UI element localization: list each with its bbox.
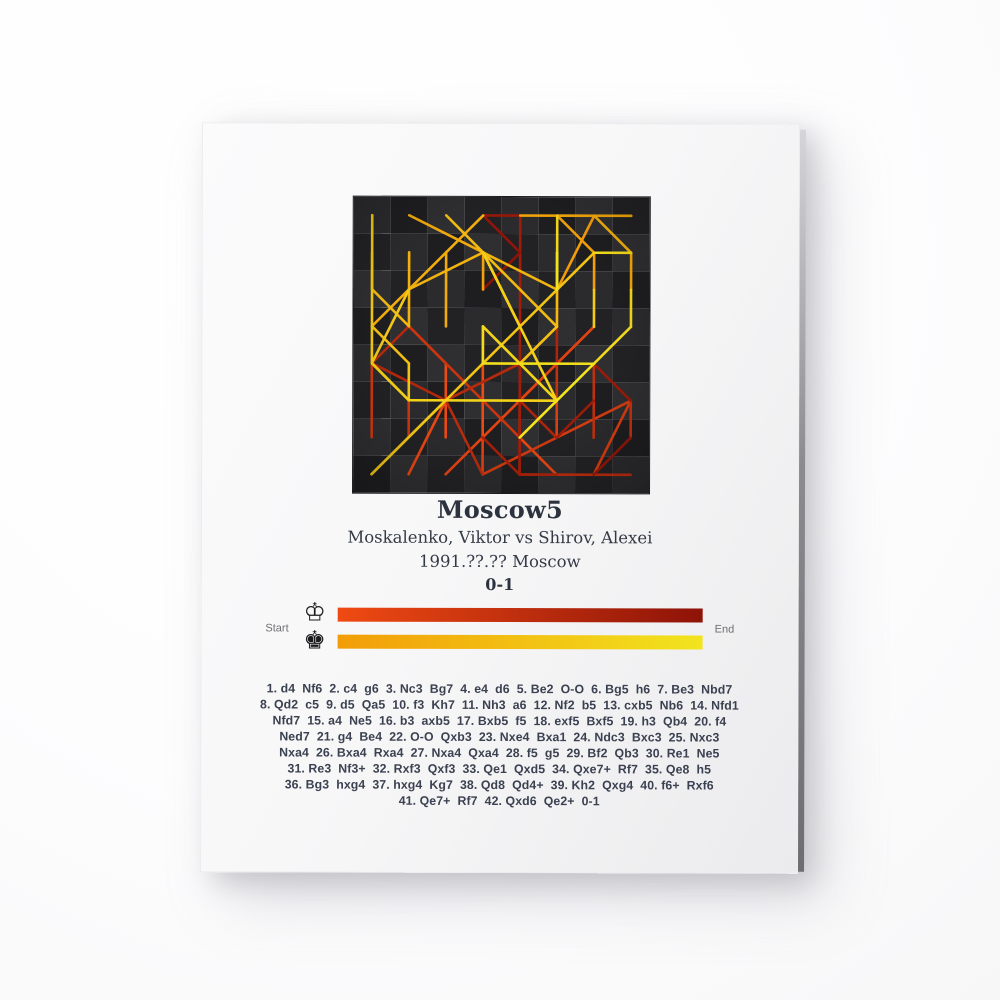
players-line: Moskalenko, Viktor vs Shirov, Alexei: [347, 527, 653, 548]
move-line: 36. Bg3 hxg4 37. hxg4 Kg7 38. Qd8 Qd4+ 39. Kh2 Qxg4 40. f6+ Rxf6: [284, 777, 714, 793]
black-king-icon: ♚: [303, 625, 326, 655]
chess-board-artwork: [352, 196, 651, 495]
move-line: Nfd7 15. a4 Ne5 16. b3 axb5 17. Bxb5 f5 18. exf5 Bxf5 19. h3 Qb4 20. f4: [272, 713, 727, 729]
move-line: 31. Re3 Nf3+ 32. Rxf3 Qxf3 33. Qe1 Qxd5 34. Qxe7+ Rf7 35. Qe8 h5: [287, 761, 712, 777]
event-date-line: 1991.??.?? Moscow: [418, 551, 581, 572]
white-gradient-bar: [338, 608, 703, 623]
move-line: Nxa4 26. Bxa4 Rxa4 27. Nxa4 Qxa4 28. f5 g5 29. Bf2 Qb3 30. Re1 Ne5: [279, 745, 720, 761]
board-square: [612, 345, 649, 382]
board-move-lines-svg: [353, 197, 650, 494]
result-line: 0-1: [485, 574, 515, 595]
chess-art-poster: [200, 122, 800, 874]
move-line: 8. Qd2 c5 9. d5 Qa5 10. f3 Kh7 11. Nh3 a6 12. Nf2 b5 13. cxb5 Nb6 14. Nfd1: [260, 697, 739, 713]
game-title: Moscow5: [436, 494, 564, 525]
move-list: [201, 680, 797, 810]
move-line: 41. Qe7+ Rf7 42. Qxd6 Qe2+ 0-1: [398, 793, 600, 809]
black-gradient-bar: [338, 635, 703, 650]
poster-side-edge: [798, 130, 806, 872]
move-line: 1. d4 Nf6 2. c4 g6 3. Nc3 Bg7 4. e4 d6 5. Be2 O-O 6. Bg5 h6 7. Be3 Nbd7: [266, 681, 733, 697]
move-line: Ned7 21. g4 Be4 22. O-O Qxb3 23. Nxe4 Bxa1 24. Ndc3 Bxc3 25. Nxc3: [279, 729, 720, 745]
end-label: End: [714, 623, 735, 636]
start-label: Start: [265, 622, 289, 635]
white-king-icon: ♔: [303, 597, 326, 627]
